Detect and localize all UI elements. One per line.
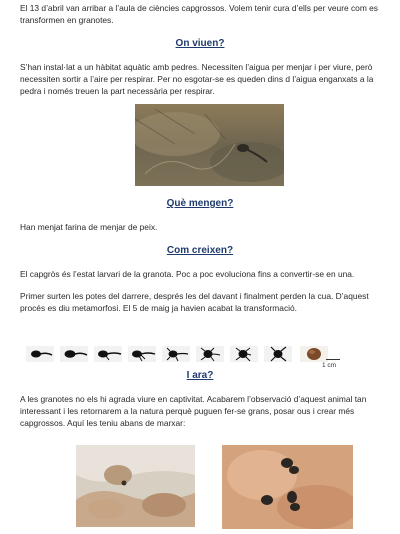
frogs-photo-right xyxy=(222,445,353,529)
growth-paragraph-2: Primer surten les potes del darrere, després les del davant i finalment perden la cua. D’aquest procés es diu metamorfosi. El 5 de maig ja havien acabat la transformació. xyxy=(20,291,369,314)
section-title-food: Què mengen? xyxy=(166,198,234,209)
food-paragraph: Han menjat farina de menjar de peix. xyxy=(20,222,158,232)
scale-bar xyxy=(326,359,340,360)
stage-8-frog xyxy=(264,346,292,362)
scale-label: 1 cm xyxy=(322,362,337,369)
intro-paragraph: El 13 d’abril van arribar a l’aula de ciències capgrossos. Volem tenir cura d’ells per veure com es transformen en granotes. xyxy=(20,3,378,26)
stage-9-frog xyxy=(300,346,328,362)
stage-7-froglet xyxy=(230,346,258,362)
habitat-photo xyxy=(135,104,284,186)
section-title-growth: Com creixen? xyxy=(166,245,234,256)
release-paragraph: A les granotes no els hi agrada viure en captivitat. Acabarem l’observació d’aquest animal tan interessant i les retornarem a la natura perquè puguen fer-se grans, posar ous i crear més capgrossos. Aquí les teniu abans de marxar: xyxy=(20,394,367,429)
section-title-where: On viuen? xyxy=(175,38,225,49)
frogs-photo-left xyxy=(76,445,195,527)
stage-6-froglet xyxy=(196,346,224,362)
stage-2-tadpole xyxy=(60,346,88,362)
stage-5-four-legs xyxy=(162,346,190,362)
section-title-now: I ara? xyxy=(186,370,214,381)
stage-4-hind-legs xyxy=(128,346,156,362)
stage-1-tadpole xyxy=(26,346,54,362)
habitat-paragraph: S’han instal·lat a un hàbitat aquàtic amb pedres. Necessiten l’aigua per menjar i per viure, però necessiten sortir a l’aire per respirar. Per no esgotar-se es queden dins d l’aigua enganxats a la pedra i només treuen la part necessària per respirar. xyxy=(20,62,374,97)
stage-3-hind-legs xyxy=(94,346,122,362)
growth-paragraph-1: El capgròs és l’estat larvari de la granota. Poc a poc evoluciona fins a convertir-se en una. xyxy=(20,269,355,279)
